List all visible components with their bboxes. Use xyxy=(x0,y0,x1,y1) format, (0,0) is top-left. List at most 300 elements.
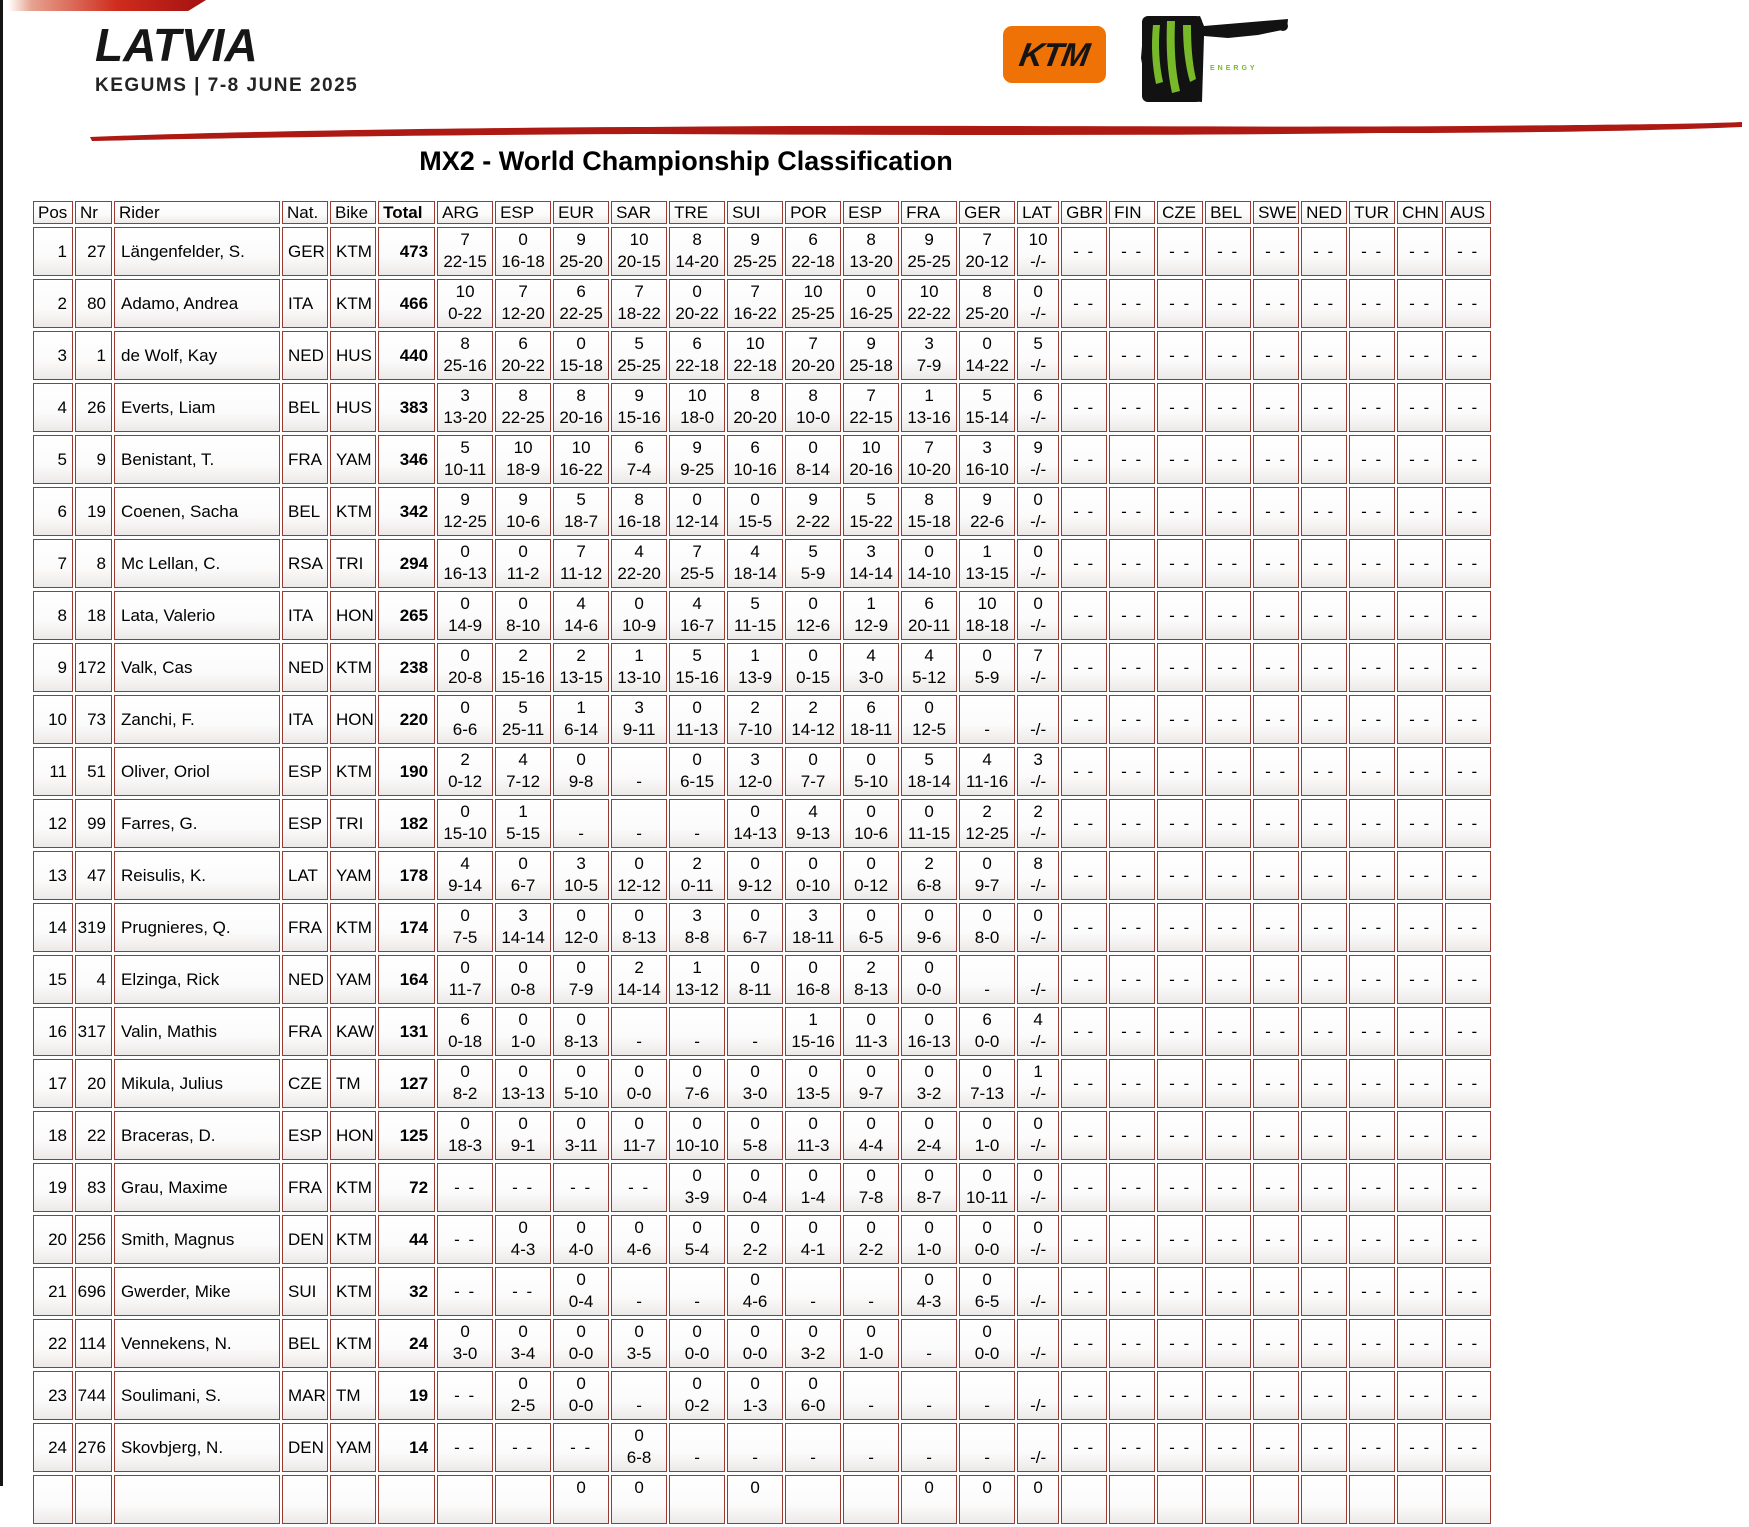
gp-result-cell: - - xyxy=(1061,1267,1107,1316)
gp-result-cell: - - xyxy=(1349,695,1395,744)
gp-result-cell: -/- xyxy=(1017,1371,1059,1420)
gp-result-cell: 5 18-7 xyxy=(553,487,609,536)
partial-cell xyxy=(1349,1475,1395,1524)
gp-result-cell: - - xyxy=(1301,435,1347,484)
rider-cell: Smith, Magnus xyxy=(114,1215,280,1264)
gp-result-cell: 0 20-8 xyxy=(437,643,493,692)
gp-result-cell: 1 -/- xyxy=(1017,1059,1059,1108)
gp-result-cell: 4 5-12 xyxy=(901,643,957,692)
gp-result-cell: 0 -/- xyxy=(1017,1163,1059,1212)
column-header-gp-ned: NED xyxy=(1301,201,1347,224)
gp-result-cell: - - xyxy=(1157,1163,1203,1212)
pos-cell: 13 xyxy=(33,851,73,900)
gp-result-cell: - - xyxy=(1061,331,1107,380)
gp-result-cell: 0 14-9 xyxy=(437,591,493,640)
gp-result-cell: - - xyxy=(1301,279,1347,328)
gp-result-cell: - - xyxy=(1109,435,1155,484)
gp-result-cell: 6 20-22 xyxy=(495,331,551,380)
column-header-gp-eur: EUR xyxy=(553,201,609,224)
gp-result-cell: 4 14-6 xyxy=(553,591,609,640)
partial-gp-cell xyxy=(437,1475,493,1524)
column-header-nat: Nat. xyxy=(282,201,328,224)
gp-result-cell: - - xyxy=(1301,1007,1347,1056)
number-cell: 73 xyxy=(75,695,112,744)
gp-result-cell: 8 15-18 xyxy=(901,487,957,536)
gp-result-cell: 0 0-0 xyxy=(611,1059,667,1108)
nationality-cell: FRA xyxy=(282,435,328,484)
nationality-cell: DEN xyxy=(282,1215,328,1264)
gp-result-cell: 10 16-22 xyxy=(553,435,609,484)
column-header-gp-gbr: GBR xyxy=(1061,201,1107,224)
nationality-cell: NED xyxy=(282,331,328,380)
gp-result-cell: - - xyxy=(1061,279,1107,328)
number-cell: 18 xyxy=(75,591,112,640)
gp-result-cell: 3 14-14 xyxy=(843,539,899,588)
gp-result-cell: 1 13-16 xyxy=(901,383,957,432)
pos-cell: 16 xyxy=(33,1007,73,1056)
number-cell: 83 xyxy=(75,1163,112,1212)
column-header-pos: Pos xyxy=(33,201,73,224)
gp-result-cell: 8 13-20 xyxy=(843,227,899,276)
gp-result-cell: 0 12-0 xyxy=(553,903,609,952)
bike-cell: KTM xyxy=(330,1215,376,1264)
gp-result-cell: 6 18-11 xyxy=(843,695,899,744)
pos-cell: 8 xyxy=(33,591,73,640)
gp-result-cell: - - xyxy=(1349,643,1395,692)
total-points-cell: 44 xyxy=(378,1215,435,1264)
pos-cell: 18 xyxy=(33,1111,73,1160)
gp-result-cell: 1 13-10 xyxy=(611,643,667,692)
partial-cell xyxy=(33,1475,73,1524)
gp-result-cell: - - xyxy=(1301,227,1347,276)
pos-cell: 21 xyxy=(33,1267,73,1316)
gp-result-cell: - - xyxy=(1061,851,1107,900)
gp-result-cell: - - xyxy=(1061,1319,1107,1368)
event-details: KEGUMS | 7-8 JUNE 2025 xyxy=(95,75,359,96)
number-cell: 26 xyxy=(75,383,112,432)
gp-result-cell: 0 2-5 xyxy=(495,1371,551,1420)
total-points-cell: 14 xyxy=(378,1423,435,1472)
gp-result-cell: 9 15-16 xyxy=(611,383,667,432)
gp-result-cell: - - xyxy=(1205,799,1251,848)
rider-cell: Everts, Liam xyxy=(114,383,280,432)
partial-cell xyxy=(1205,1475,1251,1524)
gp-result-cell: - - xyxy=(1301,1215,1347,1264)
nationality-cell: DEN xyxy=(282,1423,328,1472)
gp-result-cell: - - xyxy=(1253,435,1299,484)
gp-result-cell: - - xyxy=(1109,1111,1155,1160)
gp-result-cell: - - xyxy=(1445,279,1491,328)
gp-result-cell: 5 15-14 xyxy=(959,383,1015,432)
gp-result-cell: 7 22-15 xyxy=(437,227,493,276)
gp-result-cell: 0 9-8 xyxy=(553,747,609,796)
gp-result-cell: - - xyxy=(1157,487,1203,536)
gp-result-cell: - - xyxy=(1445,227,1491,276)
column-header-gp-sar: SAR xyxy=(611,201,667,224)
gp-result-cell: 7 12-20 xyxy=(495,279,551,328)
rider-cell: Gwerder, Mike xyxy=(114,1267,280,1316)
total-points-cell: 19 xyxy=(378,1371,435,1420)
gp-result-cell: 0 5-8 xyxy=(727,1111,783,1160)
gp-result-cell: 6 22-18 xyxy=(669,331,725,380)
gp-result-cell: - - xyxy=(1301,695,1347,744)
gp-result-cell: - - xyxy=(1205,695,1251,744)
gp-result-cell: 0 16-13 xyxy=(437,539,493,588)
gp-result-cell: - - xyxy=(495,1423,551,1472)
gp-result-cell: 0 3-2 xyxy=(901,1059,957,1108)
column-header-gp-cze: CZE xyxy=(1157,201,1203,224)
nationality-cell: RSA xyxy=(282,539,328,588)
gp-result-cell: 4 9-14 xyxy=(437,851,493,900)
gp-result-cell: - - xyxy=(1301,955,1347,1004)
gp-result-cell: - - xyxy=(1061,383,1107,432)
gp-result-cell: - - xyxy=(1205,955,1251,1004)
gp-result-cell: 8 10-0 xyxy=(785,383,841,432)
total-points-cell: 383 xyxy=(378,383,435,432)
gp-result-cell: - - xyxy=(1109,643,1155,692)
gp-result-cell: 4 11-16 xyxy=(959,747,1015,796)
gp-result-cell: 0 7-7 xyxy=(785,747,841,796)
number-cell: 47 xyxy=(75,851,112,900)
column-header-gp-sui: SUI xyxy=(727,201,783,224)
pos-cell: 3 xyxy=(33,331,73,380)
gp-result-cell: - - xyxy=(1253,227,1299,276)
table-row xyxy=(33,903,1491,952)
partial-cell xyxy=(114,1475,280,1524)
gp-result-cell: 0 8-7 xyxy=(901,1163,957,1212)
gp-result-cell: - - xyxy=(1157,383,1203,432)
gp-result-cell: 0 12-5 xyxy=(901,695,957,744)
gp-result-cell: -/- xyxy=(1017,1267,1059,1316)
gp-result-cell: 3 16-10 xyxy=(959,435,1015,484)
column-header-gp-arg: ARG xyxy=(437,201,493,224)
gp-result-cell: 0 3-11 xyxy=(553,1111,609,1160)
number-cell: 8 xyxy=(75,539,112,588)
gp-result-cell: - xyxy=(611,1267,667,1316)
gp-result-cell: 7 -/- xyxy=(1017,643,1059,692)
gp-result-cell: - - xyxy=(1157,1371,1203,1420)
gp-result-cell: - - xyxy=(1109,1319,1155,1368)
partial-cell xyxy=(1445,1475,1491,1524)
gp-result-cell: - - xyxy=(1253,1371,1299,1420)
table-row xyxy=(33,1007,1491,1056)
gp-result-cell: - - xyxy=(1109,695,1155,744)
gp-result-cell: 0 0-8 xyxy=(495,955,551,1004)
gp-result-cell: - xyxy=(669,799,725,848)
gp-result-cell: 0 11-7 xyxy=(437,955,493,1004)
gp-result-cell: - xyxy=(901,1371,957,1420)
gp-result-cell: 3 9-11 xyxy=(611,695,667,744)
bike-cell: HUS xyxy=(330,331,376,380)
table-row xyxy=(33,851,1491,900)
gp-result-cell: - - xyxy=(1109,799,1155,848)
table-row xyxy=(33,539,1491,588)
table-row xyxy=(33,279,1491,328)
gp-result-cell: 6 22-25 xyxy=(553,279,609,328)
gp-result-cell: 1 15-16 xyxy=(785,1007,841,1056)
column-header-gp-tur: TUR xyxy=(1349,201,1395,224)
pos-cell: 23 xyxy=(33,1371,73,1420)
gp-result-cell: - - xyxy=(1061,227,1107,276)
red-brush-stroke xyxy=(88,119,1746,145)
table-row xyxy=(33,331,1491,380)
gp-result-cell: 2 0-12 xyxy=(437,747,493,796)
gp-result-cell: 5 -/- xyxy=(1017,331,1059,380)
rider-cell: Coenen, Sacha xyxy=(114,487,280,536)
gp-result-cell: - - xyxy=(1157,747,1203,796)
gp-result-cell: 0 8-0 xyxy=(959,903,1015,952)
gp-result-cell: - - xyxy=(1397,1423,1443,1472)
gp-result-cell: - - xyxy=(1253,591,1299,640)
pos-cell: 22 xyxy=(33,1319,73,1368)
gp-result-cell: 10 22-22 xyxy=(901,279,957,328)
gp-result-cell: 5 10-11 xyxy=(437,435,493,484)
gp-result-cell: 6 -/- xyxy=(1017,383,1059,432)
gp-result-cell: - - xyxy=(1349,487,1395,536)
gp-result-cell: - - xyxy=(1109,487,1155,536)
gp-result-cell: 0 2-2 xyxy=(843,1215,899,1264)
gp-result-cell: 0 15-5 xyxy=(727,487,783,536)
gp-result-cell: 8 14-20 xyxy=(669,227,725,276)
gp-result-cell: 0 3-4 xyxy=(495,1319,551,1368)
gp-result-cell: - - xyxy=(1301,539,1347,588)
gp-result-cell: - - xyxy=(1157,851,1203,900)
partial-gp-cell: 0 xyxy=(553,1475,609,1524)
gp-result-cell: - - xyxy=(437,1215,493,1264)
gp-result-cell: - - xyxy=(1397,695,1443,744)
number-cell: 172 xyxy=(75,643,112,692)
gp-result-cell: 6 22-18 xyxy=(785,227,841,276)
gp-result-cell: - - xyxy=(1349,1215,1395,1264)
gp-result-cell: - - xyxy=(1061,695,1107,744)
gp-result-cell: - - xyxy=(1349,1423,1395,1472)
gp-result-cell: - - xyxy=(1205,435,1251,484)
gp-result-cell: - - xyxy=(1205,851,1251,900)
gp-result-cell: - - xyxy=(1253,695,1299,744)
nationality-cell: LAT xyxy=(282,851,328,900)
gp-result-cell: - xyxy=(611,799,667,848)
gp-result-cell: 0 1-0 xyxy=(843,1319,899,1368)
total-points-cell: 174 xyxy=(378,903,435,952)
gp-result-cell: 5 25-25 xyxy=(611,331,667,380)
gp-result-cell: - - xyxy=(1445,1163,1491,1212)
gp-result-cell: -/- xyxy=(1017,1423,1059,1472)
gp-result-cell: 7 25-5 xyxy=(669,539,725,588)
gp-result-cell: 9 25-25 xyxy=(727,227,783,276)
gp-result-cell: - - xyxy=(1349,279,1395,328)
gp-result-cell: 0 16-18 xyxy=(495,227,551,276)
bike-cell: KTM xyxy=(330,487,376,536)
bike-cell: TRI xyxy=(330,799,376,848)
gp-result-cell: - - xyxy=(1157,695,1203,744)
gp-result-cell: 5 15-22 xyxy=(843,487,899,536)
gp-result-cell: - - xyxy=(1205,1059,1251,1108)
gp-result-cell: 0 0-12 xyxy=(843,851,899,900)
gp-result-cell: 0 3-0 xyxy=(727,1059,783,1108)
gp-result-cell: 1 13-9 xyxy=(727,643,783,692)
rider-cell: Valin, Mathis xyxy=(114,1007,280,1056)
number-cell: 80 xyxy=(75,279,112,328)
gp-result-cell: 0 -/- xyxy=(1017,279,1059,328)
gp-result-cell: - - xyxy=(1397,1007,1443,1056)
gp-result-cell: 4 16-7 xyxy=(669,591,725,640)
gp-result-cell: 2 14-14 xyxy=(611,955,667,1004)
nationality-cell: ESP xyxy=(282,747,328,796)
nationality-cell: FRA xyxy=(282,1163,328,1212)
gp-result-cell: - xyxy=(843,1371,899,1420)
bike-cell: YAM xyxy=(330,435,376,484)
gp-result-cell: - - xyxy=(1349,955,1395,1004)
table-row xyxy=(33,1423,1491,1472)
nationality-cell: CZE xyxy=(282,1059,328,1108)
gp-result-cell: - xyxy=(669,1267,725,1316)
gp-result-cell: 0 5-10 xyxy=(553,1059,609,1108)
gp-result-cell: 2 14-12 xyxy=(785,695,841,744)
gp-result-cell: - - xyxy=(1253,539,1299,588)
pos-cell: 11 xyxy=(33,747,73,796)
nationality-cell: ITA xyxy=(282,695,328,744)
monster-logo-graphic xyxy=(1138,12,1290,107)
gp-result-cell: 0 7-13 xyxy=(959,1059,1015,1108)
gp-result-cell: 0 0-10 xyxy=(785,851,841,900)
total-points-cell: 24 xyxy=(378,1319,435,1368)
nationality-cell: NED xyxy=(282,643,328,692)
gp-result-cell: - - xyxy=(553,1163,609,1212)
mxgp-red-bar-decoration xyxy=(8,0,206,11)
column-header-nr: Nr xyxy=(75,201,112,224)
gp-result-cell: 0 0-0 xyxy=(727,1319,783,1368)
gp-result-cell: - - xyxy=(1445,1319,1491,1368)
gp-result-cell: 0 6-15 xyxy=(669,747,725,796)
gp-result-cell: - - xyxy=(1109,1371,1155,1420)
bike-cell: HON xyxy=(330,695,376,744)
gp-result-cell: 2 8-13 xyxy=(843,955,899,1004)
gp-result-cell: - - xyxy=(1397,1371,1443,1420)
number-cell: 1 xyxy=(75,331,112,380)
gp-result-cell: 0 5-9 xyxy=(959,643,1015,692)
gp-result-cell: 10 20-16 xyxy=(843,435,899,484)
gp-result-cell: - - xyxy=(1253,383,1299,432)
bike-cell: KTM xyxy=(330,1267,376,1316)
gp-result-cell: 10 -/- xyxy=(1017,227,1059,276)
gp-result-cell: - - xyxy=(1253,1319,1299,1368)
partial-gp-cell: 0 xyxy=(1017,1475,1059,1524)
gp-result-cell: 3 14-14 xyxy=(495,903,551,952)
gp-result-cell: - - xyxy=(1397,435,1443,484)
gp-result-cell: - - xyxy=(1445,747,1491,796)
gp-result-cell: - - xyxy=(1253,487,1299,536)
nationality-cell: SUI xyxy=(282,1267,328,1316)
gp-result-cell: 10 0-22 xyxy=(437,279,493,328)
bike-cell: HON xyxy=(330,591,376,640)
gp-result-cell: - - xyxy=(1253,1215,1299,1264)
gp-result-cell: - - xyxy=(1349,1371,1395,1420)
partial-gp-cell xyxy=(669,1475,725,1524)
column-header-gp-esp: ESP xyxy=(495,201,551,224)
gp-result-cell: - xyxy=(611,747,667,796)
bike-cell: TM xyxy=(330,1059,376,1108)
nationality-cell: ESP xyxy=(282,1111,328,1160)
gp-result-cell: - - xyxy=(1157,955,1203,1004)
gp-result-cell: - - xyxy=(1301,591,1347,640)
pos-cell: 5 xyxy=(33,435,73,484)
gp-result-cell: 1 13-12 xyxy=(669,955,725,1004)
gp-result-cell: 4 3-0 xyxy=(843,643,899,692)
gp-result-cell: - - xyxy=(1445,955,1491,1004)
gp-result-cell: 0 1-0 xyxy=(901,1215,957,1264)
gp-result-cell: - - xyxy=(1205,227,1251,276)
gp-result-cell: - xyxy=(959,1423,1015,1472)
gp-result-cell: 3 -/- xyxy=(1017,747,1059,796)
gp-result-cell: 10 18-9 xyxy=(495,435,551,484)
gp-result-cell: - - xyxy=(437,1371,493,1420)
number-cell: 20 xyxy=(75,1059,112,1108)
gp-result-cell: - - xyxy=(1061,643,1107,692)
gp-result-cell: - - xyxy=(1349,1163,1395,1212)
page-left-edge xyxy=(0,0,3,1486)
gp-result-cell: 10 22-18 xyxy=(727,331,783,380)
pos-cell: 17 xyxy=(33,1059,73,1108)
gp-result-cell: - - xyxy=(1157,435,1203,484)
gp-result-cell: 0 1-0 xyxy=(495,1007,551,1056)
gp-result-cell: - - xyxy=(1157,1215,1203,1264)
gp-result-cell: - - xyxy=(1109,591,1155,640)
gp-result-cell: 0 4-6 xyxy=(727,1267,783,1316)
gp-result-cell: 0 6-6 xyxy=(437,695,493,744)
gp-result-cell: 0 2-4 xyxy=(901,1111,957,1160)
gp-result-cell: 6 0-18 xyxy=(437,1007,493,1056)
gp-result-cell: - - xyxy=(437,1423,493,1472)
gp-result-cell: 7 11-12 xyxy=(553,539,609,588)
gp-result-cell: 0 7-6 xyxy=(669,1059,725,1108)
gp-result-cell: - - xyxy=(1397,643,1443,692)
gp-result-cell: - xyxy=(611,1007,667,1056)
gp-result-cell: - - xyxy=(1397,591,1443,640)
pos-cell: 19 xyxy=(33,1163,73,1212)
gp-result-cell: 8 25-16 xyxy=(437,331,493,380)
gp-result-cell: 5 5-9 xyxy=(785,539,841,588)
number-cell: 99 xyxy=(75,799,112,848)
bike-cell: HUS xyxy=(330,383,376,432)
gp-result-cell: - - xyxy=(1301,1059,1347,1108)
partial-cell xyxy=(1157,1475,1203,1524)
gp-result-cell: 3 7-9 xyxy=(901,331,957,380)
gp-result-cell: - - xyxy=(1157,643,1203,692)
number-cell: 744 xyxy=(75,1371,112,1420)
event-logo xyxy=(95,19,359,97)
gp-result-cell: - - xyxy=(1397,955,1443,1004)
nationality-cell: BEL xyxy=(282,383,328,432)
gp-result-cell: 6 10-16 xyxy=(727,435,783,484)
partial-cell xyxy=(1397,1475,1443,1524)
gp-result-cell: 0 12-6 xyxy=(785,591,841,640)
gp-result-cell: 0 4-4 xyxy=(843,1111,899,1160)
gp-result-cell: - - xyxy=(495,1163,551,1212)
gp-result-cell: - xyxy=(669,1007,725,1056)
gp-result-cell: 0 0-0 xyxy=(959,1319,1015,1368)
gp-result-cell: - - xyxy=(1205,539,1251,588)
gp-result-cell: - - xyxy=(1253,331,1299,380)
gp-result-cell: - - xyxy=(1109,1267,1155,1316)
gp-result-cell: 0 7-5 xyxy=(437,903,493,952)
gp-result-cell: 0 14-13 xyxy=(727,799,783,848)
gp-result-cell: - xyxy=(611,1371,667,1420)
gp-result-cell: - - xyxy=(1397,279,1443,328)
gp-result-cell: 7 22-15 xyxy=(843,383,899,432)
gp-result-cell: - - xyxy=(1397,487,1443,536)
gp-result-cell: 0 0-2 xyxy=(669,1371,725,1420)
gp-result-cell: - - xyxy=(1253,1007,1299,1056)
